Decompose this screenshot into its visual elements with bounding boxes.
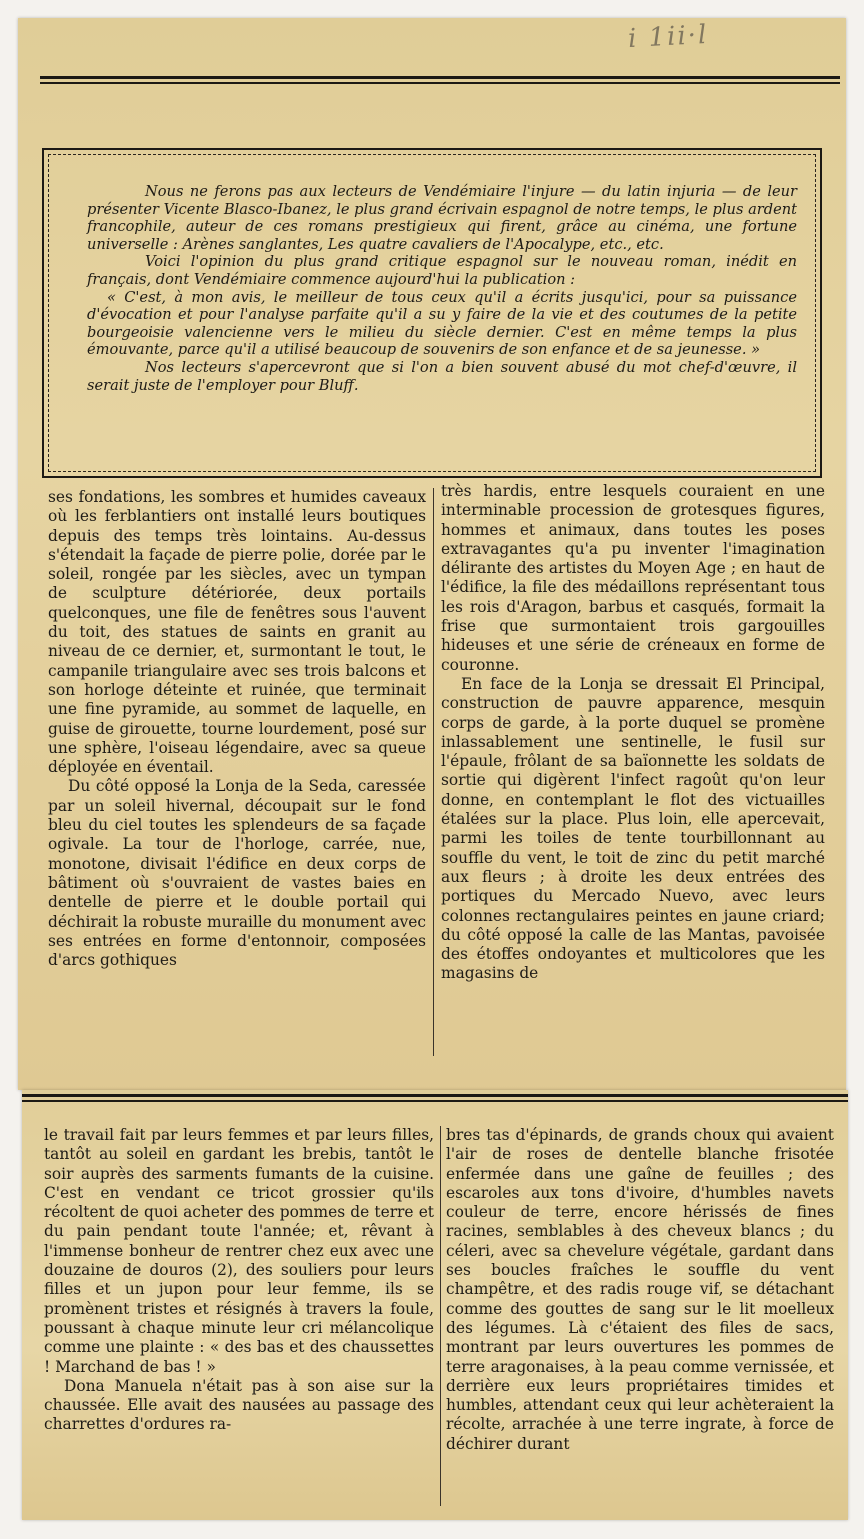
intro-inner [48, 154, 816, 472]
clipping-bottom [22, 1090, 848, 1520]
paragraph: ses fondations, les sombres et humides caveaux où les ferblantiers ont installé leurs boutiques depuis des temps très lointains. Au-dessus s'étendait la façade de pierre polie, dorée par le soleil, rongée par les siècles, avec un tympan de sculpture détériorée, deux portails quelconques, une file de fenêtres sous l'auvent du toit, des statues de saints en granit au niveau de ce dernier, et, surmontant le tout, le campanile triangulaire avec ses trois balcons et son horloge déteinte et ruinée, que terminait une fine pyramide, au sommet de laquelle, en guise de girouette, tourne lourdement, posé sur une sphère, l'oiseau légendaire, avec sa queue déployée en éventail. [48, 488, 426, 777]
paragraph: Dona Manuela n'était pas à son aise sur la chaussée. Elle avait des nausées au passage des charrettes d'ordures ra- [44, 1376, 434, 1434]
article-column-bottom-right [446, 1126, 834, 1454]
handwritten-mark: i 1ii·l [627, 19, 710, 55]
intro-box [42, 148, 822, 478]
intro-paragraph-2: Voici l'opinion du plus grand critique espagnol sur le nouveau roman, inédit en français, dont Vendémiaire commence aujourd'hui la publication : [87, 253, 797, 288]
column-separator [440, 1126, 441, 1506]
article-column-top-right [441, 482, 825, 984]
column-separator [433, 488, 434, 1056]
paragraph: très hardis, entre lesquels couraient en une interminable procession de grotesques figures, hommes et animaux, dans toutes les poses extravagantes qu'a pu inventer l'imagination délirante des artistes du Moyen Age ; en haut de l'édifice, la file des médaillons représentant tous les rois d'Aragon, barbus et casqués, formait la frise que surmontaient trois gargouilles hideuses et une série de créneaux en forme de couronne. [441, 482, 825, 674]
intro-paragraph-3: « C'est, à mon avis, le meilleur de tous ceux qu'il a écrits jusqu'ici, pour sa puissance d'évocation et pour l'analyse parfaite qu'il a su y faire de la vie et des coutumes de la petite bourgeoisie valencienne vers le milieu du siècle dernier. C'est en même temps la plus émouvante, parce qu'il a utilisé beaucoup de souvenirs de son enfance et de sa jeunesse. » [87, 288, 797, 359]
paragraph: bres tas d'épinards, de grands choux qui avaient l'air de roses de dentelle blanche frisotée enfermée dans une gaîne de feuilles ; des escaroles aux tons d'ivoire, d'humbles navets couleur de terre, encore hérissés de fines racines, semblables à des cheveux blancs ; du céleri, avec sa chevelure végétale, gardant dans ses boucles fraîches le souffle du vent champêtre, et des radis rouge vif, se détachant comme des gouttes de sang sur le lit moelleux des légumes. Là c'étaient des files de sacs, montrant par leurs ouvertures les pommes de terre aragonaises, à la peau comme vernissée, et derrière eux leurs propriétaires timides et humbles, attendant ceux qui leur achèteraient la récolte, arrachée à une terre ingrate, à force de déchirer durant [446, 1126, 834, 1453]
clipping-top [18, 18, 846, 1090]
intro-paragraph-4: Nos lecteurs s'apercevront que si l'on a bien souvent abusé du mot chef-d'œuvre, il serait juste de l'employer pour Bluff. [87, 358, 797, 394]
intro-paragraph-1: Nous ne ferons pas aux lecteurs de Vendémiaire l'injure — du latin injuria — de leur présenter Vicente Blasco-Ibanez, le plus grand écrivain espagnol de notre temps, le plus ardent francophile, auteur de ces romans prestigieux qui firent, grâce au cinéma, une fortune universelle : Arènes sanglantes, Les quatre cavaliers de l'Apocalype, etc., etc. [87, 183, 797, 253]
paragraph: le travail fait par leurs femmes et par leurs filles, tantôt au soleil en gardant les brebis, tantôt le soir auprès des sarments fumants de la cuisine. C'est en vendant ce tricot grossier qu'ils récoltent de quoi acheter des pommes de terre et du pain pendant toute l'année; et, rêvant à l'immense bonheur de rentrer chez eux avec une douzaine de douros (2), des souliers pour leurs filles et un jupon pour leur femme, ils se promènent tristes et résignés à travers la foule, poussant à chaque minute leur cri mélancolique comme une plainte : « des bas et des chaussettes ! Marchand de bas ! » [44, 1126, 434, 1376]
paragraph: En face de la Lonja se dressait El Principal, construction de pauvre apparence, mesquin corps de garde, à la porte duquel se promène inlassablement une sentinelle, le fusil sur l'épaule, frôlant de sa baïonnette les soldats de sortie qui digèrent l'infect ragoût qu'on leur donne, en contemplant le flot des victuailles étalées sur la place. Plus loin, elle apercevait, parmi les toiles de tente tourbillonnant au souffle du vent, le toit de zinc du petit marché aux fleurs ; à droite les deux entrées des portiques du Mercado Nuevo, avec leurs colonnes rectangulaires peintes en jaune criard; du côté opposé la calle de las Mantas, pavoisée des étoffes ondoyantes et multicolores que les magasins de [441, 674, 825, 983]
top-double-rule [40, 76, 840, 86]
article-column-top-left [48, 488, 426, 970]
bottom-double-rule [22, 1094, 848, 1104]
paragraph: Du côté opposé la Lonja de la Seda, caressée par un soleil hivernal, découpait sur le fond bleu du ciel toutes les splendeurs de sa façade ogivale. La tour de l'horloge, carrée, nue, monotone, divisait l'édifice en deux corps de bâtiment où s'ouvraient de vastes baies en dentelle de pierre et le double portail qui déchirait la robuste muraille du monument avec ses entrées en forme d'entonnoir, composées d'arcs gothiques [48, 777, 426, 970]
article-column-bottom-left [44, 1126, 434, 1435]
